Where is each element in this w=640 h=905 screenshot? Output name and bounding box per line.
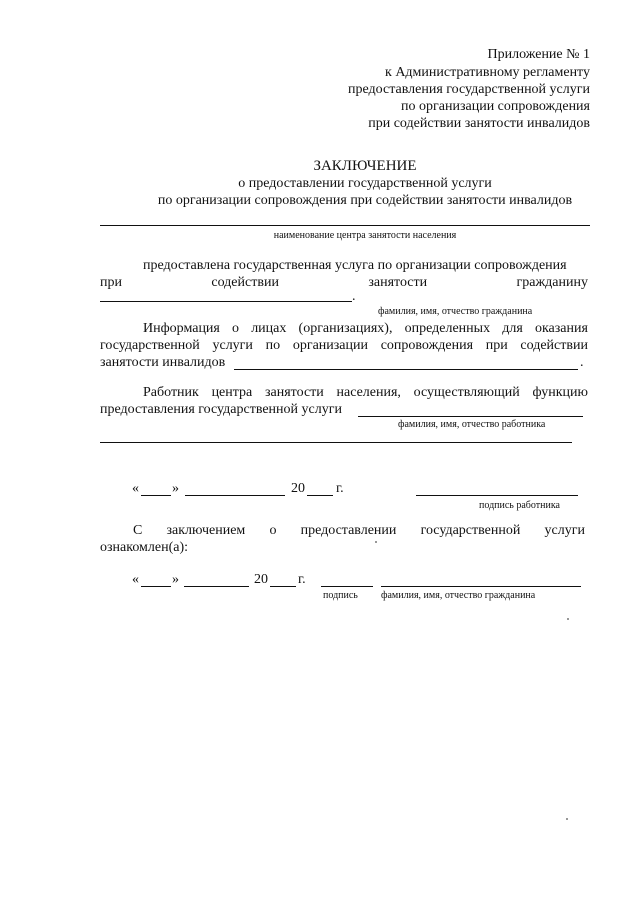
para4-word: о: [269, 523, 277, 538]
para2-end-dot: .: [580, 355, 584, 370]
date1-day-line: [141, 495, 171, 496]
citizen-fullname-line: [381, 586, 581, 587]
para4-line-1: [133, 523, 585, 539]
para1-line-1: предоставлена государственная услуга по организации сопровождения: [143, 258, 567, 273]
citizen-fullname-caption: фамилия, имя, отчество гражданина: [381, 590, 536, 601]
para2-word: определенных: [404, 321, 491, 336]
citizen-name-line: [100, 301, 352, 302]
para1-word: занятости: [368, 275, 428, 290]
para3-word: Работник: [143, 385, 199, 400]
title-line-3: по организации сопровождения при содействии занятости инвалидов: [157, 193, 573, 208]
date2-month-line: [184, 586, 249, 587]
center-name-line: [100, 225, 590, 226]
para1-word: при: [100, 275, 122, 290]
para2-word: о: [232, 321, 240, 336]
date2-close-quote: »: [172, 572, 179, 587]
para4-word: государственной: [420, 523, 521, 538]
para2-word: организации: [292, 338, 368, 353]
para1-end-dot: .: [352, 289, 356, 304]
para4-line-2: ознакомлен(а):: [100, 540, 189, 555]
para2-line-3: занятости инвалидов: [100, 355, 226, 370]
scan-speck: [567, 618, 569, 620]
para1-word: гражданину: [516, 275, 588, 290]
para1-line-2: [100, 275, 588, 291]
para2-word: при: [485, 338, 508, 353]
date2-year-prefix: 20: [254, 572, 268, 587]
para2-word: Информация: [143, 321, 220, 336]
scan-speck: [566, 818, 568, 820]
para2-word: услуги: [212, 338, 253, 353]
para2-word: государственной: [100, 338, 200, 353]
worker-signature-line: [416, 495, 578, 496]
appendix-number: Приложение № 1: [487, 47, 590, 62]
date2-open-quote: «: [132, 572, 139, 587]
appendix-line-2: к Административному регламенту: [385, 65, 590, 80]
worker-name-line-2: [100, 442, 572, 443]
scan-speck: [375, 541, 377, 543]
date1-open-quote: «: [132, 481, 139, 496]
para3-word: центра: [211, 385, 253, 400]
organizations-line: [234, 369, 578, 370]
appendix-line-5: при содействии занятости инвалидов: [368, 116, 590, 131]
date2-year-suffix: г.: [298, 572, 306, 587]
appendix-line-3: предоставления государственной услуги: [348, 82, 590, 97]
para3-line-2: предоставления государственной услуги: [100, 402, 342, 417]
title-line-2: о предоставлении государственной услуги: [238, 176, 492, 191]
para2-word: оказания: [534, 321, 588, 336]
para2-word: для: [502, 321, 523, 336]
worker-name-caption: фамилия, имя, отчество работника: [398, 419, 546, 430]
para2-word: содействии: [520, 338, 588, 353]
date2-day-line: [141, 586, 171, 587]
worker-signature-caption: подпись работника: [479, 500, 560, 511]
para4-word: С: [133, 523, 143, 538]
citizen-signature-line: [321, 586, 373, 587]
para3-line-1: [143, 385, 588, 401]
date1-month-line: [185, 495, 285, 496]
para3-word: функцию: [532, 385, 588, 400]
date2-year-line: [270, 586, 296, 587]
para2-word: сопровождения: [380, 338, 474, 353]
date1-close-quote: »: [172, 481, 179, 496]
para3-word: занятости: [264, 385, 324, 400]
para4-word: услуги: [544, 523, 585, 538]
worker-name-line: [358, 416, 583, 417]
para4-word: предоставлении: [300, 523, 397, 538]
citizen-name-caption: фамилия, имя, отчество гражданина: [378, 306, 533, 317]
para2-word: лицах: [251, 321, 287, 336]
para3-word: осуществляющий: [413, 385, 520, 400]
center-name-caption: наименование центра занятости населения: [273, 230, 457, 241]
document-title: ЗАКЛЮЧЕНИЕ: [313, 158, 417, 174]
para3-word: населения,: [336, 385, 401, 400]
appendix-line-4: по организации сопровождения: [401, 99, 590, 114]
para2-word: (организациях),: [298, 321, 393, 336]
para2-line-2: [100, 338, 588, 354]
para1-word: содействии: [211, 275, 279, 290]
date1-year-line: [307, 495, 333, 496]
citizen-signature-caption: подпись: [323, 590, 358, 601]
para4-word: заключением: [166, 523, 246, 538]
date1-year-suffix: г.: [336, 481, 344, 496]
date1-year-prefix: 20: [291, 481, 305, 496]
para2-word: по: [265, 338, 281, 353]
para2-line-1: [143, 321, 588, 337]
